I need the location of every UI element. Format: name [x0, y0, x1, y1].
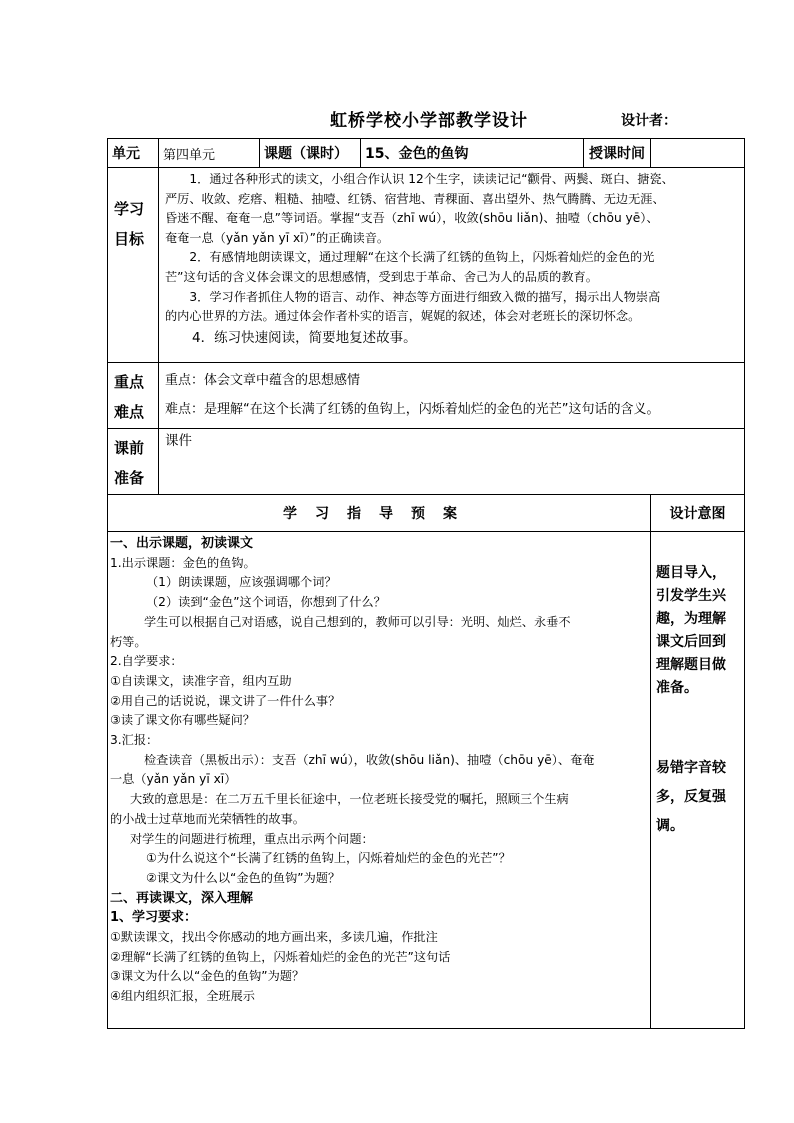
lesson-plan-table: [107, 138, 745, 1029]
plan-body-row: [108, 532, 745, 1029]
keypoints-content: [159, 363, 745, 429]
objective-line: 的内心世界的方法。通过体会作者朴实的语言，娓娓的叙述，体会对老班长的深切怀念。: [165, 309, 641, 324]
lesson-value: 15、金色的鱼钩: [361, 139, 584, 168]
plan-line: 一息（yǎn yǎn yī xī）: [110, 772, 237, 787]
plan-line: ②理解“长满了红锈的鱼钩上，闪烁着灿烂的金色的光芒”这句话: [110, 949, 451, 964]
objective-line: 芒”这句话的含义体会课文的思想感情，受到忠于革命、舍己为人的品质的教育。: [165, 269, 598, 284]
info-row: [108, 139, 745, 168]
intent-content: [651, 532, 745, 1029]
preparation-label-1: 课前: [114, 439, 145, 457]
plan-line: 学生可以根据自己对语感，说自己想到的，教师可以引导：光明、灿烂、永垂不: [144, 614, 571, 629]
intent-line: 易错字音较: [656, 760, 727, 776]
intent-line: 调。: [656, 818, 685, 834]
plan-line: ①为什么说这个“长满了红锈的鱼钩上，闪烁着灿烂的金色的光芒”？: [146, 851, 511, 866]
intent-line: 理解题目做: [656, 657, 727, 673]
plan-line: 检查读音（黑板出示）：支吾（zhī wú），收敛(shōu liǎn)、抽噎（chōu yē）、奄奄: [144, 752, 595, 767]
key-point: 重点：体会文章中蕴含的思想感情: [165, 373, 361, 388]
intent-line: 趣，为理解: [656, 611, 727, 627]
plan-line: 1.出示课题：金色的鱼钩。: [110, 555, 256, 570]
intent-line: 课文后回到: [656, 634, 727, 650]
plan-line: 朽等。: [110, 634, 147, 649]
plan-line: （2）读到“金色”这个词语，你想到了什么？: [146, 595, 386, 610]
time-value: [651, 139, 745, 168]
objective-line: 1．通过各种形式的读文，小组合作认识 12个生字，读读记记“颧骨、两鬓、斑白、搪瓷、: [189, 172, 674, 186]
keypoints-row: [108, 363, 745, 429]
plan-line: 2.自学要求：: [110, 654, 183, 669]
plan-line: ③课文为什么以“金色的鱼钩”为题？: [110, 969, 305, 984]
plan-line: ①默读课文，找出令你感动的地方画出来，多读几遍，作批注: [110, 930, 438, 945]
objectives-label: [108, 168, 159, 363]
intent-line: 引发学生兴: [656, 588, 727, 604]
plan-line: 对学生的问题进行梳理，重点出示两个问题：: [130, 831, 374, 846]
objective-line: 2．有感情地朗读课文，通过理解“在这个长满了红锈的鱼钩上，闪烁着灿烂的金色的光: [189, 250, 655, 265]
plan-subsection-title: 1、学习要求：: [110, 910, 198, 926]
objective-line: 严厉、收敛、疙瘩、粗糙、抽噎、红锈、宿营地、青稞面、喜出望外、热气腾腾、无边无涯、: [165, 191, 665, 206]
unit-label: 单元: [108, 139, 159, 168]
plan-line: ②用自己的话说说，课文讲了一件什么事？: [110, 693, 341, 708]
plan-line: ④组内组织汇报，全班展示: [110, 989, 255, 1004]
intent-line: 题目导入，: [656, 565, 727, 581]
difficulty-point: 难点：是理解“在这个长满了红锈的鱼钩上，闪烁着灿烂的金色的光芒”这句话的含义。: [165, 402, 660, 417]
keypoints-label-2: 难点: [114, 403, 145, 421]
plan-header-row: [108, 495, 745, 532]
intent-header: 设计意图: [651, 495, 745, 532]
plan-line: 3.汇报：: [110, 733, 159, 748]
plan-section-title: 一、出示课题，初读课文: [110, 536, 254, 551]
objective-line: 奄奄一息（yǎn yǎn yī xī）”的正确读音。: [165, 230, 390, 245]
intent-line: 准备。: [656, 680, 699, 696]
objective-line: 4．练习快速阅读，简要地复述故事。: [192, 329, 417, 346]
preparation-label-2: 准备: [114, 469, 145, 487]
objective-line: 3．学习作者抓住人物的语言、动作、神态等方面进行细致入微的描写，揭示出人物崇高: [189, 289, 661, 304]
page-title: 虹桥学校小学部教学设计: [330, 111, 528, 131]
objectives-label-2: 目标: [114, 230, 145, 248]
objectives-row: [108, 168, 745, 363]
plan-content: [108, 532, 651, 1029]
plan-header: 学习指导预案: [108, 495, 651, 532]
designer-label: 设计者：: [621, 113, 677, 129]
objectives-label-1: 学习: [114, 200, 145, 218]
plan-line: 大致的意思是：在二万五千里长征途中，一位老班长接受党的嘱托，照顾三个生病: [130, 792, 569, 807]
plan-section-title: 二、再读课文，深入理解: [110, 890, 254, 906]
preparation-row: [108, 429, 745, 495]
plan-line: 的小战士过草地而光荣牺牲的故事。: [110, 811, 305, 826]
preparation-label: [108, 429, 159, 495]
lesson-label: 课题（课时）: [260, 139, 361, 168]
keypoints-label-1: 重点: [114, 373, 145, 391]
objectives-content: [159, 168, 745, 363]
intent-line: 多，反复强: [656, 789, 727, 805]
objective-line: 昏迷不醒、奄奄一息”等词语。掌握“支吾（zhī wú），收敛(shōu liǎn)、抽噎（chōu yē）、: [165, 211, 659, 226]
plan-line: ③读了课文你有哪些疑问？: [110, 713, 255, 728]
plan-line: （1）朗读课题，应该强调哪个词？: [146, 575, 337, 590]
plan-line: ②课文为什么以“金色的鱼钩”为题？: [146, 870, 341, 885]
plan-line: ①自读课文，读准字音，组内互助: [110, 673, 292, 688]
keypoints-label: [108, 363, 159, 429]
time-label: 授课时间: [584, 139, 651, 168]
unit-value: 第四单元: [159, 139, 260, 168]
preparation-content: 课件: [159, 429, 745, 495]
